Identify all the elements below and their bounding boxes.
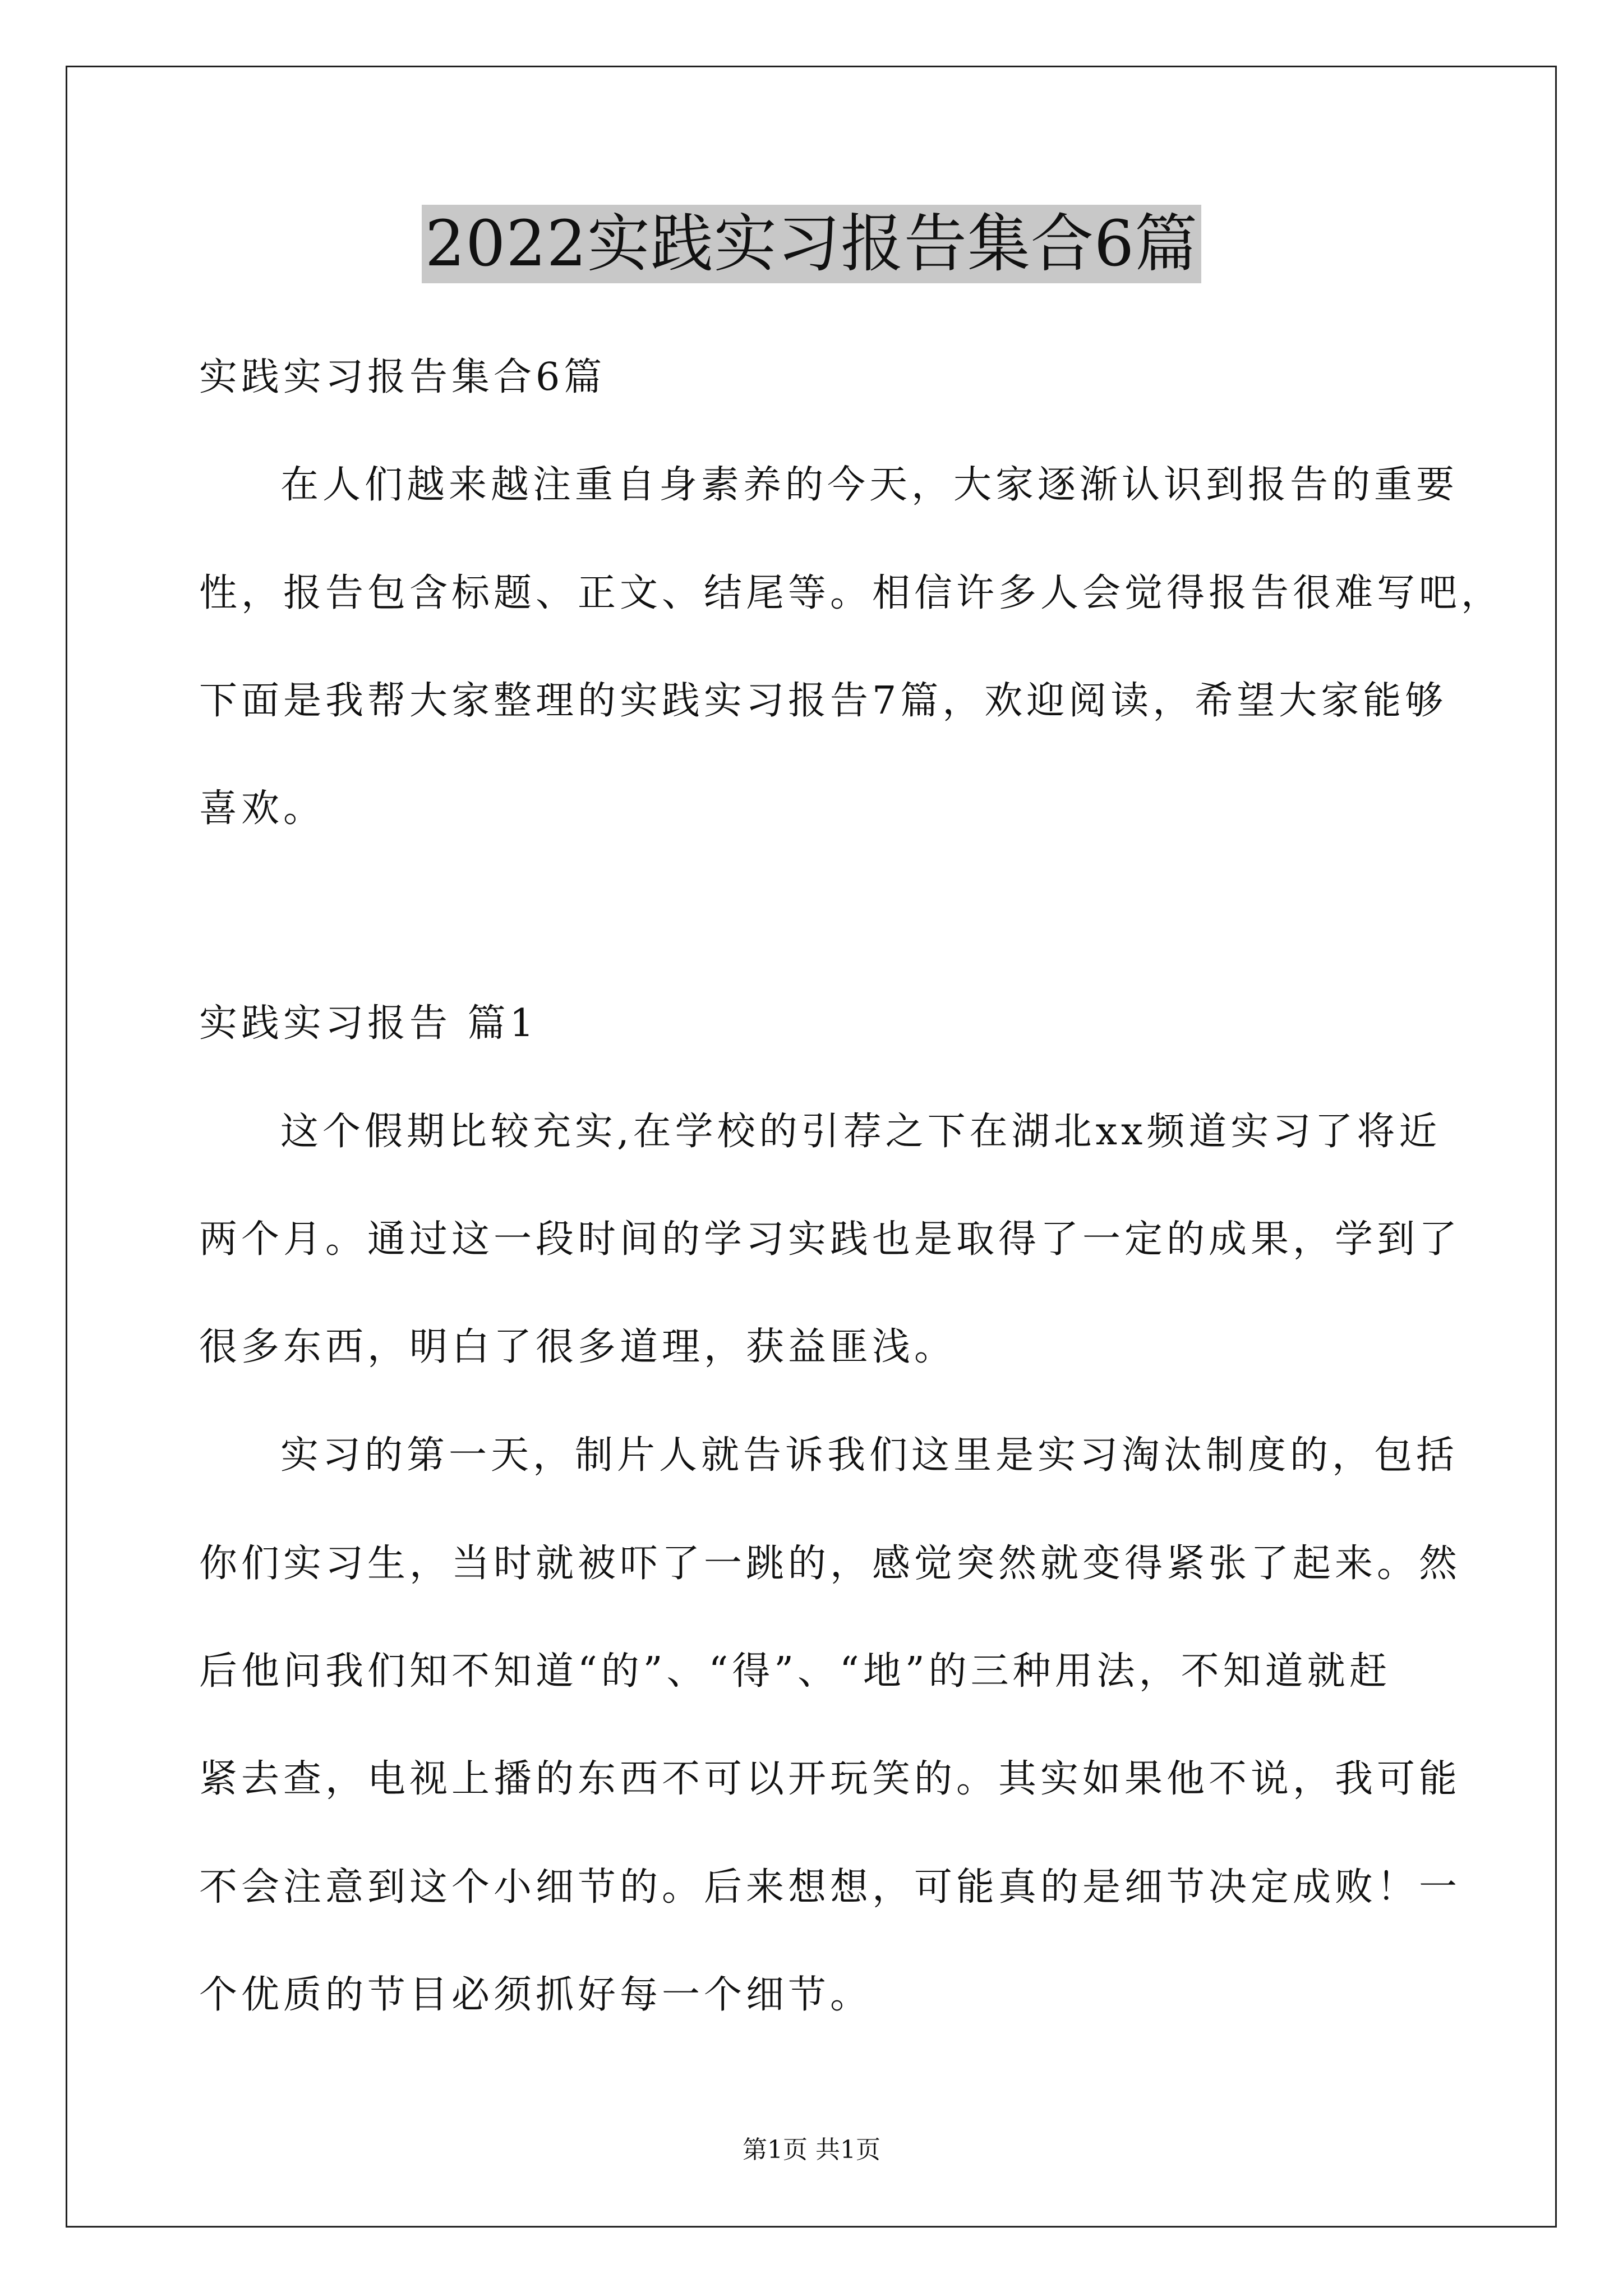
- paragraph2-line-6: 个优质的节目必须抓好每一个细节。: [199, 1973, 873, 2017]
- paragraph2-line-2: 你们实习生，当时就被吓了一跳的，感觉突然就变得紧张了起来。然: [199, 1542, 1461, 1586]
- paragraph2-line-1: 实习的第一天，制片人就告诉我们这里是实习淘汰制度的，包括: [280, 1433, 1459, 1478]
- section-heading: 实践实习报告 篇1: [199, 1001, 538, 1046]
- page-footer: 第1页 共1页: [743, 2136, 880, 2164]
- intro-line-3: 下面是我帮大家整理的实践实习报告7篇，欢迎阅读，希望大家能够: [199, 679, 1447, 723]
- intro-line-1: 在人们越来越注重自身素养的今天，大家逐渐认识到报告的重要: [280, 463, 1459, 507]
- document-subtitle: 实践实习报告集合6篇: [199, 355, 606, 399]
- paragraph2-line-3: 后他问我们知不知道“的”、“得”、“地”的三种用法，不知道就赶: [199, 1649, 1391, 1694]
- paragraph2-line-4: 紧去查，电视上播的东西不可以开玩笑的。其实如果他不说，我可能: [199, 1757, 1461, 1801]
- title-container: [0, 205, 1623, 283]
- paragraph1-line-2: 两个月。通过这一段时间的学习实践也是取得了一定的成果，学到了: [199, 1217, 1461, 1262]
- intro-line-4: 喜欢。: [199, 786, 326, 831]
- paragraph1-line-3: 很多东西，明白了很多道理，获益匪浅。: [199, 1325, 957, 1369]
- document-title: 2022实践实习报告集合6篇: [422, 205, 1201, 283]
- intro-line-2: 性，报告包含标题、正文、结尾等。相信许多人会觉得报告很难写吧，: [199, 571, 1504, 615]
- paragraph2-line-5: 不会注意到这个小细节的。后来想想，可能真的是细节决定成败！一: [199, 1865, 1461, 1910]
- paragraph1-line-1: 这个假期比较充实,在学校的引荐之下在湖北xx频道实习了将近: [280, 1110, 1441, 1154]
